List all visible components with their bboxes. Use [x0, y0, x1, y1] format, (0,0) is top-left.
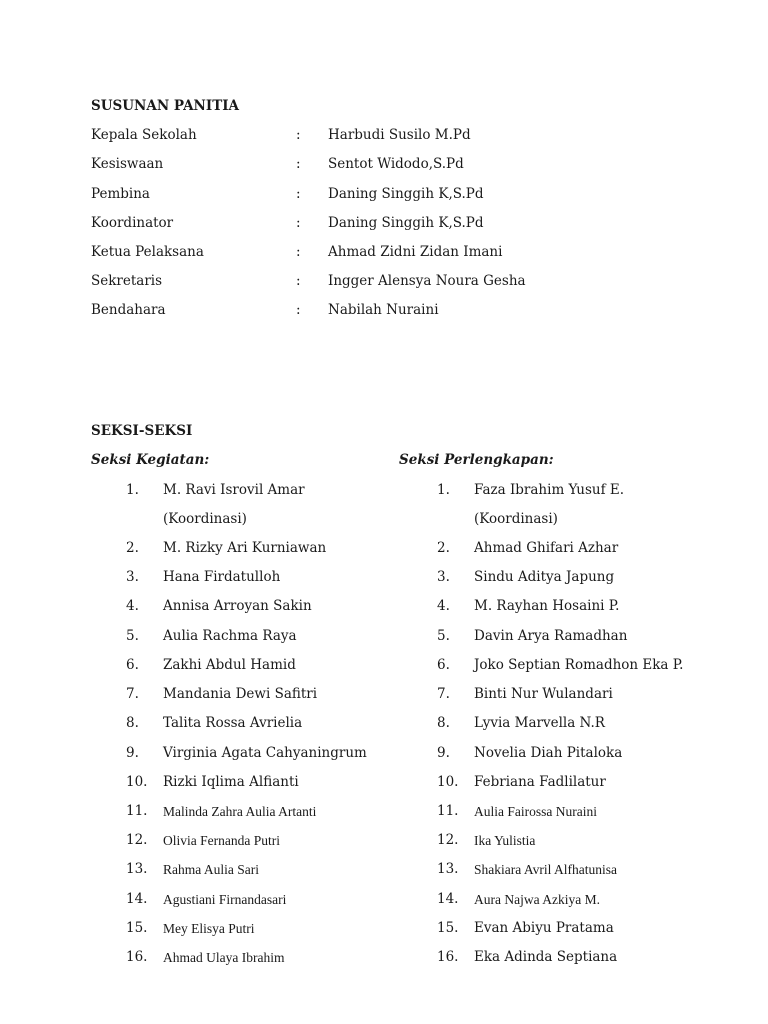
list-item: Sindu Aditya Japung	[474, 569, 615, 585]
role-name: Harbudi Susilo M.Pd	[328, 127, 471, 143]
separator: :	[296, 186, 301, 202]
role-label: Koordinator	[91, 215, 174, 231]
list-number: 13.	[126, 861, 148, 877]
list-number: 10.	[437, 774, 459, 790]
role-label: Sekretaris	[91, 273, 163, 289]
list-item: Ahmad Ghifari Azhar	[474, 540, 619, 556]
list-item: Joko Septian Romadhon Eka P.	[474, 657, 684, 673]
role-name: Ingger Alensya Noura Gesha	[328, 273, 526, 289]
list-item: Shakiara Avril Alfhatunisa	[474, 862, 617, 877]
list-item: M. Ravi Isrovil Amar	[163, 482, 305, 498]
role-name: Daning Singgih K,S.Pd	[328, 215, 484, 231]
list-number: 6.	[126, 657, 139, 673]
list-number: 12.	[126, 832, 148, 848]
role-name: Ahmad Zidni Zidan Imani	[328, 244, 503, 260]
list-number: 8.	[437, 715, 450, 731]
role-name: Daning Singgih K,S.Pd	[328, 186, 484, 202]
list-number: 11.	[126, 803, 148, 819]
list-item: Mey Elisya Putri	[163, 921, 255, 936]
list-item: Febriana Fadlilatur	[474, 774, 606, 790]
list-number: 8.	[126, 715, 139, 731]
list-number: 2.	[126, 540, 139, 556]
role-name: Sentot Widodo,S.Pd	[328, 156, 464, 172]
list-number: 3.	[437, 569, 450, 585]
list-number: 9.	[126, 745, 139, 761]
list-number: 1.	[126, 482, 139, 498]
list-item: Talita Rossa Avrielia	[163, 715, 303, 731]
list-number: 11.	[437, 803, 459, 819]
role-label: Kepala Sekolah	[91, 127, 197, 143]
separator: :	[296, 244, 301, 260]
list-item: Olivia Fernanda Putri	[163, 833, 280, 848]
list-number: 7.	[126, 686, 139, 702]
list-number: 3.	[126, 569, 139, 585]
seksi-kegiatan-title: Seksi Kegiatan:	[91, 452, 210, 468]
list-number: 10.	[126, 774, 148, 790]
separator: :	[296, 273, 301, 289]
list-number: 9.	[437, 745, 450, 761]
list-item: Agustiani Firnandasari	[163, 892, 287, 907]
list-item: Rizki Iqlima Alfianti	[163, 774, 299, 790]
list-number: 15.	[437, 920, 459, 936]
seksi-perlengkapan-title: Seksi Perlengkapan:	[399, 452, 554, 468]
list-number: 13.	[437, 861, 459, 877]
role-label: Ketua Pelaksana	[91, 244, 204, 260]
list-number: 7.	[437, 686, 450, 702]
list-item: Aulia Rachma Raya	[163, 628, 297, 644]
list-item: Aura Najwa Azkiya M.	[474, 892, 600, 907]
list-number: 6.	[437, 657, 450, 673]
list-item: Mandania Dewi Safitri	[163, 686, 318, 702]
list-item: Ika Yulistia	[474, 833, 536, 848]
separator: :	[296, 156, 301, 172]
list-item: Davin Arya Ramadhan	[474, 628, 628, 644]
section-heading-panitia: SUSUNAN PANITIA	[91, 98, 240, 114]
list-number: 1.	[437, 482, 450, 498]
list-item: Eka Adinda Septiana	[474, 949, 618, 965]
separator: :	[296, 302, 301, 318]
role-label: Pembina	[91, 186, 150, 202]
list-item: Zakhi Abdul Hamid	[163, 657, 296, 673]
list-number: 12.	[437, 832, 459, 848]
list-item-note: (Koordinasi)	[474, 511, 558, 527]
separator: :	[296, 127, 301, 143]
list-item: Ahmad Ulaya Ibrahim	[163, 950, 285, 965]
list-number: 14.	[126, 891, 148, 907]
list-item-note: (Koordinasi)	[163, 511, 247, 527]
list-item: Rahma Aulia Sari	[163, 862, 259, 877]
list-number: 16.	[126, 949, 148, 965]
list-item: M. Rizky Ari Kurniawan	[163, 540, 327, 556]
list-item: Binti Nur Wulandari	[474, 686, 613, 702]
role-name: Nabilah Nuraini	[328, 302, 439, 318]
list-item: Lyvia Marvella N.R	[474, 715, 605, 731]
list-item: Novelia Diah Pitaloka	[474, 745, 623, 761]
list-item: Virginia Agata Cahyaningrum	[163, 745, 367, 761]
role-label: Bendahara	[91, 302, 166, 318]
separator: :	[296, 215, 301, 231]
list-item: Annisa Arroyan Sakin	[163, 598, 312, 614]
section-heading-seksi: SEKSI-SEKSI	[91, 423, 193, 439]
list-number: 16.	[437, 949, 459, 965]
list-number: 5.	[437, 628, 450, 644]
list-number: 2.	[437, 540, 450, 556]
list-number: 15.	[126, 920, 148, 936]
list-item: M. Rayhan Hosaini P.	[474, 598, 620, 614]
list-item: Malinda Zahra Aulia Artanti	[163, 804, 317, 819]
list-item: Aulia Fairossa Nuraini	[474, 804, 597, 819]
list-item: Faza Ibrahim Yusuf E.	[474, 482, 625, 498]
list-number: 4.	[126, 598, 139, 614]
list-number: 14.	[437, 891, 459, 907]
list-number: 5.	[126, 628, 139, 644]
list-item: Evan Abiyu Pratama	[474, 920, 614, 936]
list-number: 4.	[437, 598, 450, 614]
list-item: Hana Firdatulloh	[163, 569, 281, 585]
role-label: Kesiswaan	[91, 156, 164, 172]
